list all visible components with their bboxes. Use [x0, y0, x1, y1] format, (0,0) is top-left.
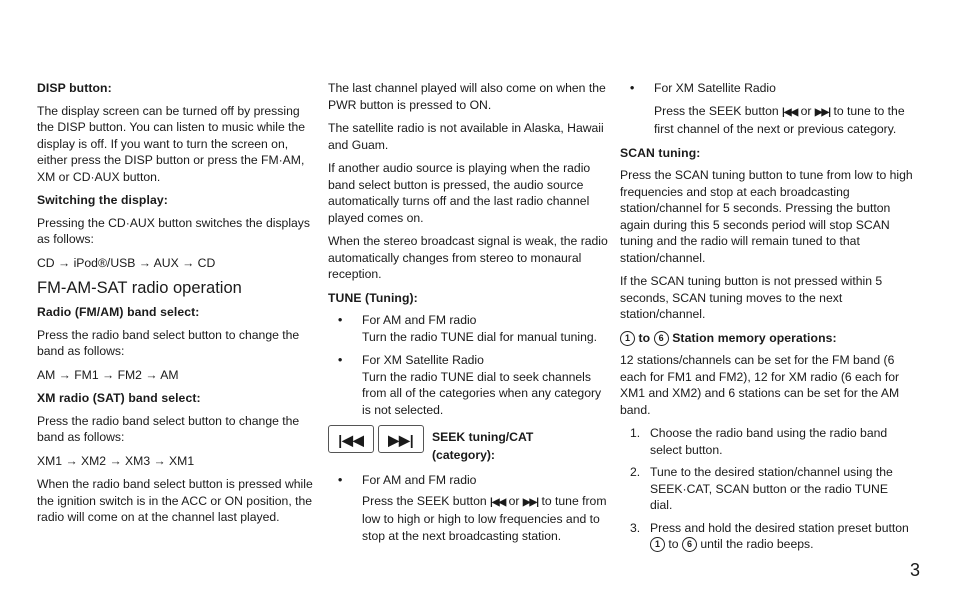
preset-6-icon: 6: [654, 331, 669, 346]
scan-text-2: If the SCAN tuning button is not pressed within 5 seconds, SCAN tuning moves to the next station/channel.: [620, 274, 883, 321]
xm-band-text: Press the radio band select button to change the band as follows:: [37, 413, 300, 444]
scan-heading: SCAN tuning:: [620, 145, 701, 160]
switch-text: Pressing the CD·AUX button switches the displays as follows:: [37, 215, 310, 246]
seek-heading: SEEK tuning/CAT (category):: [432, 430, 534, 462]
step-1: 1. Choose the radio band using the radio band select button.: [630, 426, 888, 457]
tune-heading: TUNE (Tuning):: [328, 290, 418, 305]
last-channel-text: The last channel played will also come on when the PWR button is pressed to ON.: [328, 81, 606, 112]
disp-heading: DISP button:: [37, 81, 112, 95]
xm-band-heading: XM radio (SAT) band select:: [37, 391, 201, 405]
seek-forward-icon: ▶▶|: [522, 496, 539, 508]
stereo-text: When the stereo broadcast signal is weak, the radio automatically changes from stereo to monaural reception.: [328, 234, 608, 281]
preset-1-icon: 1: [620, 331, 635, 346]
section-title: FM-AM-SAT radio operation: [37, 279, 242, 297]
scan-text: Press the SCAN tuning button to tune from low to high frequencies and stop at each broadcasting station/channel for 5 seconds. Pressing the button again during this 5 seconds period will stop SCAN tuning and the radio will remain tuned to that station/channel.: [620, 168, 913, 265]
satellite-text: The satellite radio is not available in Alaska, Hawaii and Guam.: [328, 121, 604, 152]
other-source-text: If another audio source is playing when the radio band select button is pressed, the audio source automatically turns off and the last radio channel played comes on.: [328, 161, 591, 225]
band-sequence: AM → FM1 → FM2 → AM: [37, 367, 179, 382]
seek-back-key-icon: |◀◀: [328, 425, 374, 453]
preset-6-icon: 6: [682, 537, 697, 552]
page-number: 3: [909, 560, 920, 580]
switch-heading: Switching the display:: [37, 193, 168, 207]
seek-back-icon: |◀◀: [490, 496, 506, 508]
xm-band-sequence: XM1 → XM2 → XM3 → XM1: [37, 453, 195, 468]
bullet-icon: •: [338, 353, 343, 367]
memory-heading: 1 to 6 Station memory operations:: [620, 330, 913, 347]
seek-bullet-am-fm: • For AM and FM radio Press the SEEK button |◀◀ or ▶▶| to tune from low to high or high to low frequencies and to stop at the next broadcasting station.: [338, 473, 607, 543]
tune-bullet-am-fm: • For AM and FM radio Turn the radio TUNE dial for manual tuning.: [338, 313, 598, 344]
disp-text: The display screen can be turned off by pressing the DISP button. You can listen to music while the display is off. If you want to turn the screen on, either press the DISP button or press the FM·AM, XM or CD·AUX button.: [37, 103, 306, 184]
preset-1-icon: 1: [650, 537, 665, 552]
bullet-icon: •: [630, 81, 635, 95]
band-text: Press the radio band select button to change the band as follows:: [37, 327, 300, 358]
seek-back-icon: |◀◀: [782, 106, 798, 118]
tune-bullet-xm: • For XM Satellite Radio Turn the radio TUNE dial to seek channels from all of the categories when any category is not selected.: [338, 353, 602, 417]
step-2: 2. Tune to the desired station/channel using the SEEK·CAT, SCAN button or the radio TUNE dial.: [630, 465, 893, 512]
bullet-icon: •: [338, 473, 343, 487]
switch-sequence: CD → iPod®/USB → AUX → CD: [37, 255, 216, 270]
seek-forward-icon: ▶▶|: [814, 106, 831, 118]
seek-heading-row: [328, 425, 610, 464]
memory-text: 12 stations/channels can be set for the FM band (6 each for FM1 and FM2), 12 for XM radio (6 each for XM1 and XM2) and 6 stations can be set for the AM band.: [620, 353, 900, 417]
seek-bullet-xm: • For XM Satellite Radio Press the SEEK button |◀◀ or ▶▶| to tune to the first channel of the next or previous category.: [630, 81, 905, 136]
band-heading: Radio (FM/AM) band select:: [37, 305, 200, 319]
column-2: [328, 80, 610, 551]
column-3: [620, 80, 913, 559]
ignition-text: When the radio band select button is pressed while the ignition switch is in the ACC or ON position, the radio will come on at the channel last played.: [37, 477, 313, 524]
bullet-icon: •: [338, 313, 343, 327]
seek-forward-key-icon: ▶▶|: [378, 425, 424, 453]
step-3: 3. Press and hold the desired station preset button 1 to 6 until the radio beeps.: [630, 520, 909, 551]
column-1: [37, 80, 319, 533]
